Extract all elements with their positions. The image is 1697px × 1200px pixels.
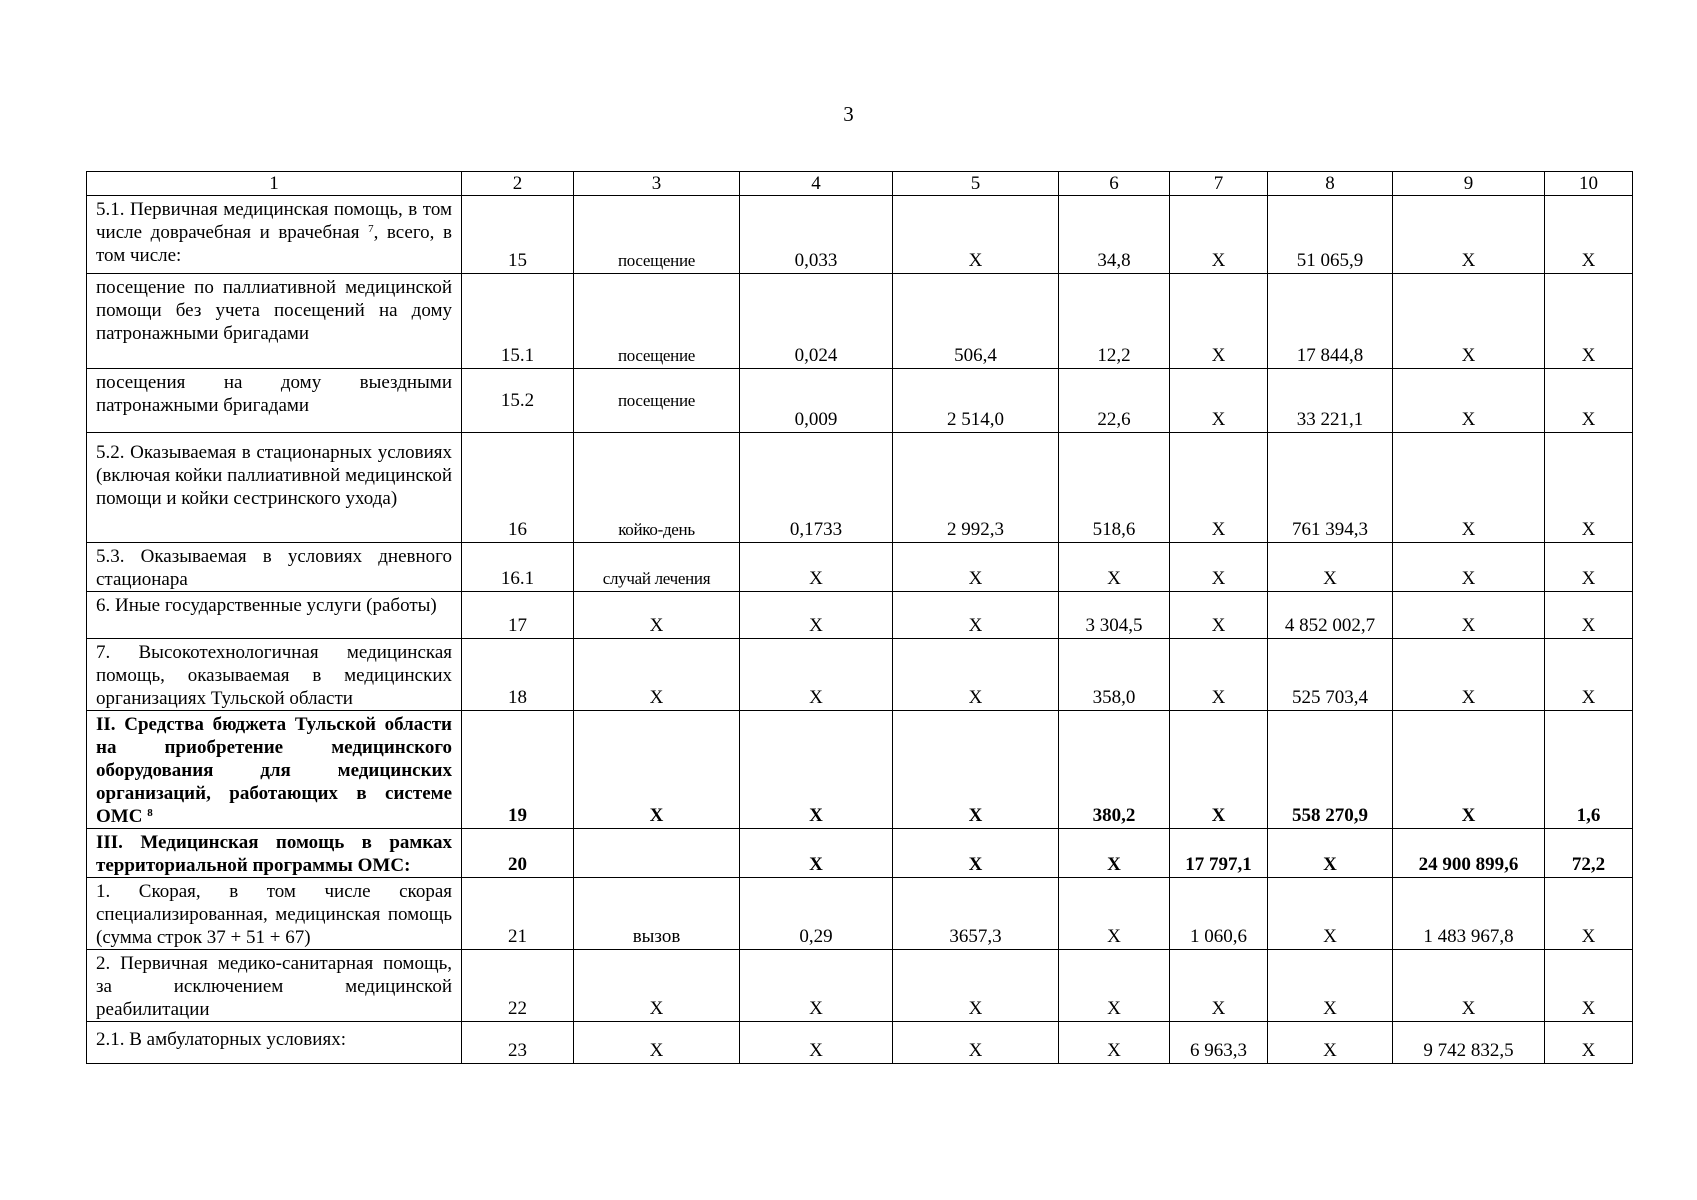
cell-c6: 3 304,5 (1059, 592, 1170, 639)
cell-c7: Х (1170, 543, 1268, 592)
cell-c8: Х (1268, 950, 1393, 1022)
cell-c4: Х (740, 543, 893, 592)
cell-c10: Х (1545, 1022, 1633, 1064)
cell-c9: Х (1393, 369, 1545, 433)
cell-c7: Х (1170, 196, 1268, 274)
footnote-ref: 8 (147, 807, 153, 819)
cell-c4: 0,033 (740, 196, 893, 274)
cell-c6: Х (1059, 543, 1170, 592)
cell-c5: 3657,3 (893, 878, 1059, 950)
cell-c5: Х (893, 950, 1059, 1022)
table-row (87, 950, 1633, 1022)
cell-c9: Х (1393, 711, 1545, 829)
cell-c7: Х (1170, 950, 1268, 1022)
cell-c9: 24 900 899,6 (1393, 829, 1545, 878)
cell-c6: 358,0 (1059, 639, 1170, 711)
cell-c4: Х (740, 711, 893, 829)
cell-c4: Х (740, 829, 893, 878)
cell-c8: 525 703,4 (1268, 639, 1393, 711)
cell-c9: 1 483 967,8 (1393, 878, 1545, 950)
row-unit: случай лечения (574, 543, 740, 592)
row-name: 6. Иные государственные услуги (работы) (87, 592, 462, 639)
cell-c9: Х (1393, 592, 1545, 639)
row-code: 15 (462, 196, 574, 274)
cell-c10: Х (1545, 592, 1633, 639)
cell-c6: 34,8 (1059, 196, 1170, 274)
row-code: 16 (462, 433, 574, 543)
cell-c9: Х (1393, 433, 1545, 543)
table-row (87, 829, 1633, 878)
row-code: 20 (462, 829, 574, 878)
cell-c7: 17 797,1 (1170, 829, 1268, 878)
cell-c8: 51 065,9 (1268, 196, 1393, 274)
cell-c4: 0,024 (740, 274, 893, 369)
row-unit: Х (574, 950, 740, 1022)
cell-c6: Х (1059, 829, 1170, 878)
row-unit: Х (574, 639, 740, 711)
row-name: 5.2. Оказываемая в стационарных условиях (включая койки паллиативной медицинской помощи и койки сестринского ухода) (87, 433, 462, 543)
table-row (87, 369, 1633, 433)
cell-c4: 0,1733 (740, 433, 893, 543)
cell-c7: Х (1170, 433, 1268, 543)
row-code: 15.2 (462, 369, 574, 433)
cell-c6: 22,6 (1059, 369, 1170, 433)
row-unit (574, 829, 740, 878)
row-name: 7. Высокотехнологичная медицинская помощь, оказываемая в медицинских организациях Тульской области (87, 639, 462, 711)
cell-c10: Х (1545, 196, 1633, 274)
cell-c6: 380,2 (1059, 711, 1170, 829)
row-code: 22 (462, 950, 574, 1022)
program-table (86, 171, 1633, 1064)
cell-c4: 0,009 (740, 369, 893, 433)
cell-c9: 9 742 832,5 (1393, 1022, 1545, 1064)
column-number: 7 (1170, 172, 1268, 196)
cell-c5: Х (893, 829, 1059, 878)
column-number: 6 (1059, 172, 1170, 196)
cell-c4: Х (740, 639, 893, 711)
cell-c8: 761 394,3 (1268, 433, 1393, 543)
cell-c5: Х (893, 1022, 1059, 1064)
table-row (87, 433, 1633, 543)
column-number-row (87, 172, 1633, 196)
column-number: 3 (574, 172, 740, 196)
row-name: II. Средства бюджета Тульской области на приобретение медицинского оборудования для медицинских организаций, работающих в системе ОМС $^8$ (87, 711, 462, 829)
cell-c8: Х (1268, 829, 1393, 878)
cell-c4: Х (740, 1022, 893, 1064)
cell-c10: Х (1545, 369, 1633, 433)
row-unit: вызов (574, 878, 740, 950)
cell-c6: Х (1059, 950, 1170, 1022)
table-row (87, 878, 1633, 950)
cell-c6: Х (1059, 1022, 1170, 1064)
cell-c7: Х (1170, 274, 1268, 369)
cell-c8: Х (1268, 878, 1393, 950)
table-row (87, 274, 1633, 369)
cell-c7: Х (1170, 711, 1268, 829)
table-row (87, 592, 1633, 639)
row-unit: койко-день (574, 433, 740, 543)
table-row (87, 196, 1633, 274)
cell-c5: Х (893, 711, 1059, 829)
column-number: 10 (1545, 172, 1633, 196)
cell-c10: Х (1545, 433, 1633, 543)
cell-c5: 2 992,3 (893, 433, 1059, 543)
table-row (87, 639, 1633, 711)
row-unit: посещение (574, 274, 740, 369)
row-name: 2.1. В амбулаторных условиях: (87, 1022, 462, 1064)
column-number: 9 (1393, 172, 1545, 196)
cell-c9: Х (1393, 274, 1545, 369)
cell-c9: Х (1393, 950, 1545, 1022)
cell-c4: Х (740, 592, 893, 639)
cell-c5: Х (893, 196, 1059, 274)
cell-c5: Х (893, 543, 1059, 592)
row-name: 5.3. Оказываемая в условиях дневного стационара (87, 543, 462, 592)
table-row (87, 1022, 1633, 1064)
cell-c7: Х (1170, 592, 1268, 639)
row-code: 17 (462, 592, 574, 639)
cell-c5: Х (893, 639, 1059, 711)
cell-c8: 17 844,8 (1268, 274, 1393, 369)
cell-c7: 1 060,6 (1170, 878, 1268, 950)
column-number: 4 (740, 172, 893, 196)
cell-c9: Х (1393, 639, 1545, 711)
row-name: посещение по паллиативной медицинской помощи без учета посещений на дому патронажными бригадами (87, 274, 462, 369)
row-code: 21 (462, 878, 574, 950)
cell-c9: Х (1393, 543, 1545, 592)
cell-c4: 0,29 (740, 878, 893, 950)
cell-c6: Х (1059, 878, 1170, 950)
row-name: посещения на дому выездными патронажными бригадами (87, 369, 462, 433)
cell-c10: 1,6 (1545, 711, 1633, 829)
row-unit: посещение (574, 369, 740, 433)
column-number: 2 (462, 172, 574, 196)
row-name: 1. Скорая, в том числе скорая специализированная, медицинская помощь (сумма строк 37 + 51 + 67) (87, 878, 462, 950)
cell-c5: 506,4 (893, 274, 1059, 369)
row-code: 16.1 (462, 543, 574, 592)
cell-c8: Х (1268, 543, 1393, 592)
cell-c5: 2 514,0 (893, 369, 1059, 433)
page-number: 3 (843, 102, 854, 126)
row-unit: Х (574, 1022, 740, 1064)
cell-c8: 558 270,9 (1268, 711, 1393, 829)
row-name: III. Медицинская помощь в рамках территориальной программы ОМС: (87, 829, 462, 878)
row-code: 18 (462, 639, 574, 711)
row-unit: посещение (574, 196, 740, 274)
row-code: 23 (462, 1022, 574, 1064)
cell-c6: 12,2 (1059, 274, 1170, 369)
cell-c7: Х (1170, 639, 1268, 711)
cell-c7: 6 963,3 (1170, 1022, 1268, 1064)
cell-c10: Х (1545, 543, 1633, 592)
cell-c8: 4 852 002,7 (1268, 592, 1393, 639)
cell-c8: Х (1268, 1022, 1393, 1064)
cell-c9: Х (1393, 196, 1545, 274)
column-number: 1 (87, 172, 462, 196)
row-name: 5.1. Первичная медицинская помощь, в том числе доврачебная и врачебная $^7$, всего, в том числе: (87, 196, 462, 274)
row-name: 2. Первичная медико-санитарная помощь, за исключением медицинской реабилитации (87, 950, 462, 1022)
row-unit: Х (574, 592, 740, 639)
table-row (87, 711, 1633, 829)
cell-c8: 33 221,1 (1268, 369, 1393, 433)
cell-c10: Х (1545, 950, 1633, 1022)
cell-c6: 518,6 (1059, 433, 1170, 543)
row-code: 19 (462, 711, 574, 829)
cell-c10: 72,2 (1545, 829, 1633, 878)
cell-c10: Х (1545, 639, 1633, 711)
cell-c4: Х (740, 950, 893, 1022)
row-code: 15.1 (462, 274, 574, 369)
cell-c10: Х (1545, 274, 1633, 369)
cell-c7: Х (1170, 369, 1268, 433)
footnote-ref: 7 (368, 223, 374, 235)
cell-c5: Х (893, 592, 1059, 639)
row-unit: Х (574, 711, 740, 829)
column-number: 8 (1268, 172, 1393, 196)
table-row (87, 543, 1633, 592)
column-number: 5 (893, 172, 1059, 196)
cell-c10: Х (1545, 878, 1633, 950)
